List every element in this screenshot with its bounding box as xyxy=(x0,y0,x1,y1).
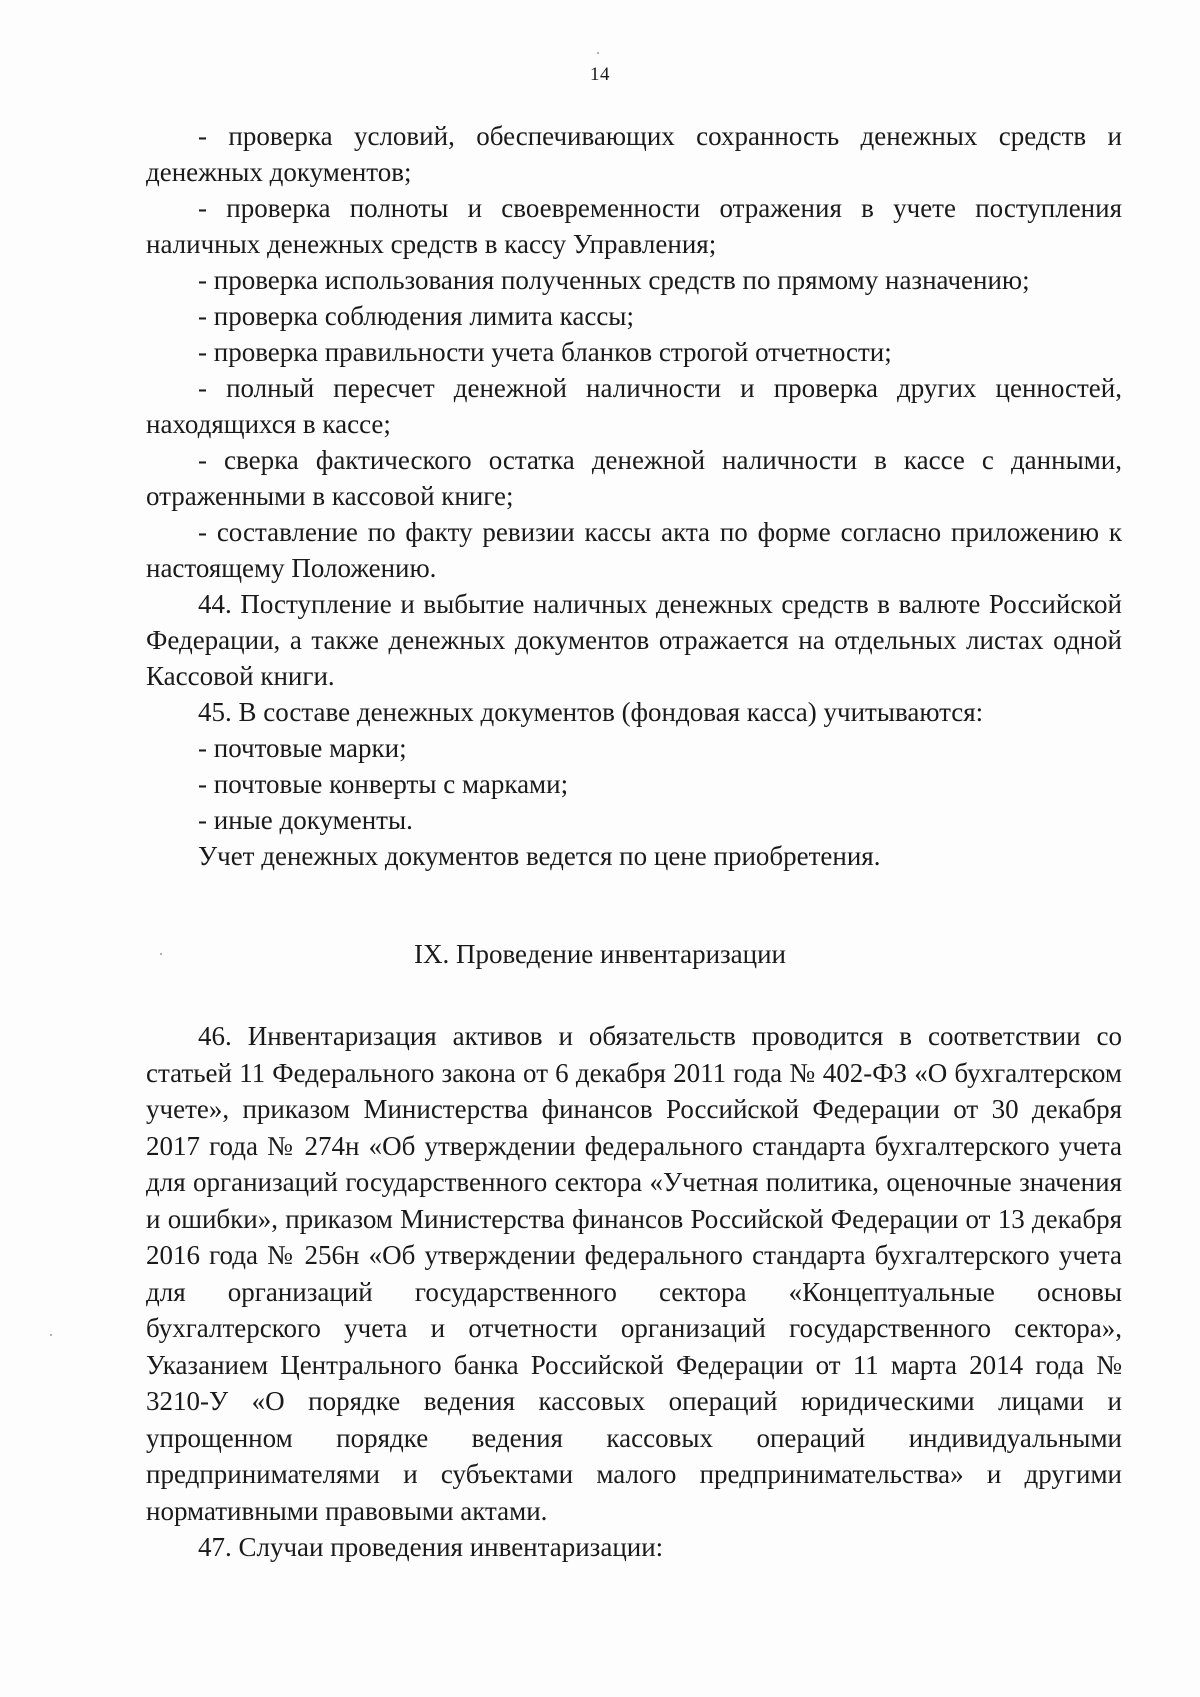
scan-speck xyxy=(597,52,599,54)
clause-45: 45. В составе денежных документов (фондовая касса) учитываются: xyxy=(198,697,984,727)
list-item: - полный пересчет денежной наличности и проверка других ценностей, находящихся в кассе; xyxy=(146,373,1122,439)
list-item: - проверка правильности учета бланков строгой отчетности; xyxy=(198,337,892,367)
scan-speck xyxy=(50,1334,52,1336)
list-item: - проверка использования полученных средств по прямому назначению; xyxy=(198,265,1030,295)
list-item: - составление по факту ревизии кассы акта по форме согласно приложению к настоящему Положению. xyxy=(146,517,1122,583)
clause-47: 47. Случаи проведения инвентаризации: xyxy=(198,1532,664,1562)
body-text-upper xyxy=(146,118,1122,874)
clause-44: 44. Поступление и выбытие наличных денежных средств в валюте Российской Федерации, а также денежных документов отражается на отдельных листах одной Кассовой книги. xyxy=(146,589,1122,691)
list-item: - проверка условий, обеспечивающих сохранность денежных средств и денежных документов; xyxy=(146,121,1122,187)
list-item: - проверка полноты и своевременности отражения в учете поступления наличных денежных средств в кассу Управления; xyxy=(146,193,1122,259)
clause-46: 46. Инвентаризация активов и обязательств проводится в соответствии со статьей 11 Федерального закона от 6 декабря 2011 года № 402-ФЗ «О бухгалтерском учете», приказом Министерства финансов Российской Федерации от 30 декабря 2017 года № 274н «Об утверждении федерального стандарта бухгалтерского учета для организаций государственного сектора «Учетная политика, оценочные значения и ошибки», приказом Министерства финансов Российской Федерации от 13 декабря 2016 года № 256н «Об утверждении федерального стандарта бухгалтерского учета для организаций государственного сектора «Концептуальные основы бухгалтерского учета и отчетности организаций государственного сектора», Указанием Центрального банка Российской Федерации от 11 марта 2014 года № 3210-У «О порядке ведения кассовых операций юридическими лицами и упрощенном порядке ведения кассовых операций индивидуальными предпринимателями и субъектами малого предпринимательства» и другими нормативными правовыми актами. xyxy=(146,1021,1122,1526)
section-heading: IX. Проведение инвентаризации xyxy=(413,939,787,969)
list-item: - почтовые конверты с марками; xyxy=(198,769,569,799)
list-item: - иные документы. xyxy=(198,805,413,835)
list-item: - проверка соблюдения лимита кассы; xyxy=(198,301,634,331)
valuation-note: Учет денежных документов ведется по цене приобретения. xyxy=(198,841,881,871)
page-number: 14 xyxy=(590,64,610,85)
list-item: - сверка фактического остатка денежной наличности в кассе с данными, отраженными в кассовой книге; xyxy=(146,445,1122,511)
body-text-lower xyxy=(146,1018,1122,1566)
list-item: - почтовые марки; xyxy=(198,733,407,763)
